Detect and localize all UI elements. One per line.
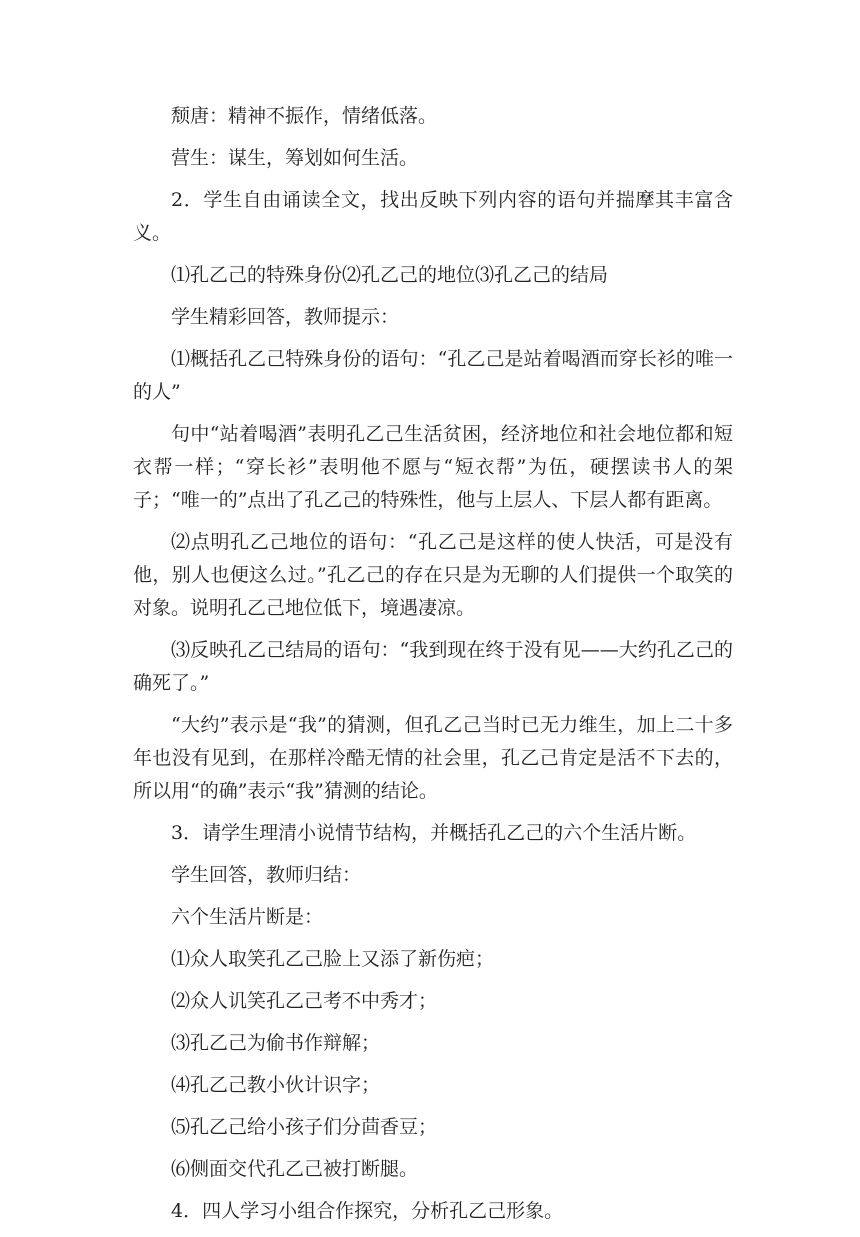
paragraph-fragment-1: ⑴众人取笑孔乙己脸上又添了新伤疤； <box>171 948 495 970</box>
document-body <box>133 100 733 1237</box>
paragraph-ending-analysis: “大约”表示是“我”的猜测，但孔乙己当时已无力维生，加上二十多年也没有见到，在那样冷酷无情的社会里，孔乙己肯定是活不下去的，所以用“的确”表示“我”猜测的结论。 <box>133 714 733 802</box>
paragraph-task-3: 3．请学生理清小说情节结构，并概括孔乙己的六个生活片断。 <box>171 822 697 844</box>
paragraph-fragments-intro: 六个生活片断是： <box>171 906 324 928</box>
paragraph-term-yingsheng: 营生：谋生，筹划如何生活。 <box>171 147 419 169</box>
paragraph-status-sentence: ⑵点明孔乙己地位的语句：“孔乙己是这样的使人快活，可是没有他，别人也便这么过。”孔乙己的存在只是为无聊的人们提供一个取笑的对象。说明孔乙己地位低下，境遇凄凉。 <box>133 531 733 619</box>
paragraph-fragment-2: ⑵众人讥笑孔乙己考不中秀才； <box>171 990 438 1012</box>
paragraph-fragment-5: ⑸孔乙己给小孩子们分茴香豆； <box>171 1116 438 1138</box>
paragraph-task-2: 2．学生自由诵读全文，找出反映下列内容的语句并揣摩其丰富含义。 <box>133 189 733 244</box>
paragraph-task-2-items: ⑴孔乙己的特殊身份⑵孔乙己的地位⑶孔乙己的结局 <box>171 264 609 286</box>
paragraph-identity-sentence: ⑴概括孔乙己特殊身份的语句：“孔乙己是站着喝酒而穿长衫的唯一的人” <box>133 348 733 403</box>
paragraph-fragment-3: ⑶孔乙己为偷书作辩解； <box>171 1032 381 1054</box>
paragraph-fragment-4: ⑷孔乙己教小伙计识字； <box>171 1074 381 1096</box>
paragraph-ending-sentence: ⑶反映孔乙己结局的语句：“我到现在终于没有见——大约孔乙己的确死了。” <box>133 639 733 694</box>
paragraph-task-4: 4．四人学习小组合作探究，分析孔乙己形象。 <box>171 1200 564 1222</box>
paragraph-identity-analysis: 句中“站着喝酒”表明孔乙己生活贫困，经济地位和社会地位都和短衣帮一样；“穿长衫”表明他不愿与“短衣帮”为伍，硬摆读书人的架子；“唯一的”点出了孔乙己的特殊性，他与上层人、下层人都有距离。 <box>133 423 733 511</box>
paragraph-term-tuitang: 颓唐：精神不振作，情绪低落。 <box>171 105 438 127</box>
paragraph-teacher-hint: 学生精彩回答，教师提示： <box>171 306 400 328</box>
paragraph-fragment-6: ⑹侧面交代孔乙己被打断腿。 <box>171 1158 419 1180</box>
paragraph-teacher-summary: 学生回答，教师归结： <box>171 864 362 886</box>
